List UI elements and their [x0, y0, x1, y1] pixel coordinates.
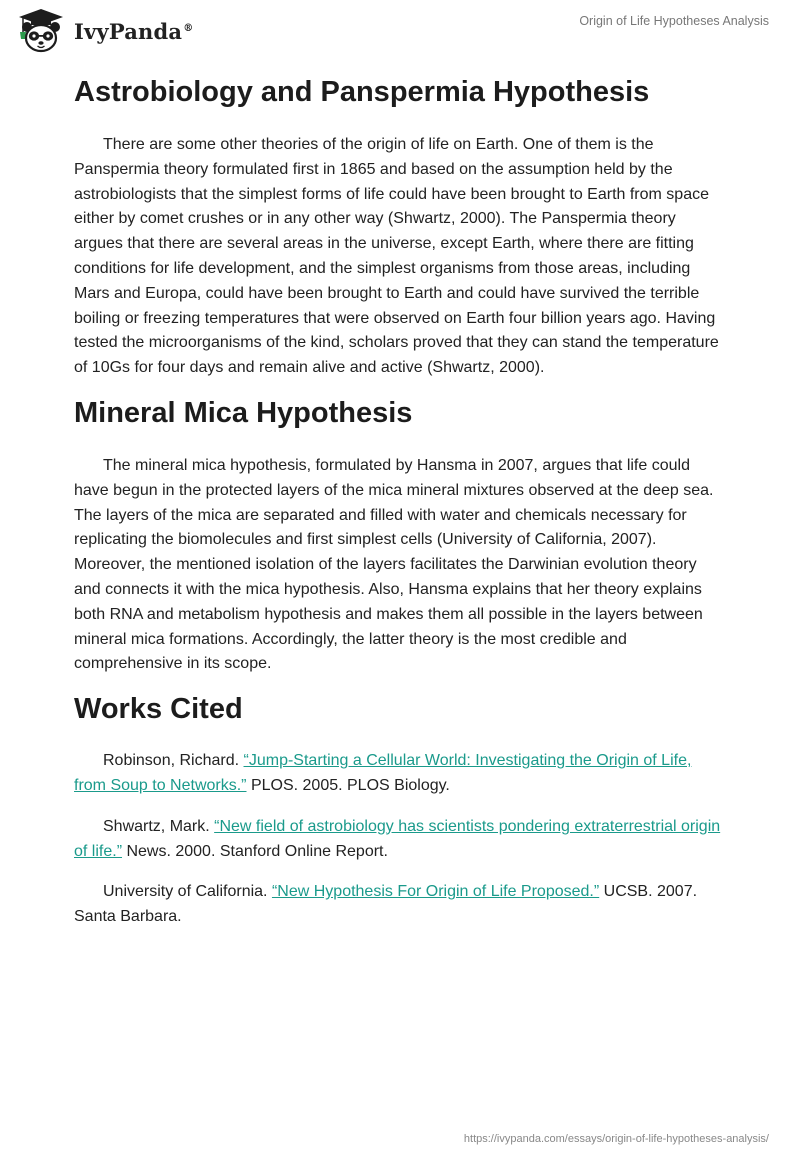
reference-details: PLOS. 2005. PLOS Biology. [246, 776, 450, 794]
section-heading-panspermia: Astrobiology and Panspermia Hypothesis [74, 76, 650, 108]
reference-details: UCSB. 2007. Santa Barbara. [74, 883, 698, 926]
works-cited-heading: Works Cited [74, 693, 243, 726]
section-heading-mica: Mineral Mica Hypothesis [74, 396, 413, 429]
reference-link[interactable]: “New Hypothesis For Origin of Life Proposed.” [271, 883, 600, 901]
reference-details: News. 2000. Stanford Online Report. [122, 842, 388, 860]
reference-author: University of California. [103, 883, 272, 901]
reference-item [74, 749, 726, 799]
reference-item [74, 815, 726, 865]
brand-name: IvyPanda® [74, 18, 194, 44]
reference-author: Shwartz, Mark. [103, 817, 215, 835]
reference-author: Robinson, Richard. [103, 752, 244, 770]
works-cited-list [74, 749, 726, 930]
page-header [0, 0, 800, 60]
brand-logo[interactable] [14, 8, 214, 54]
panda-graduate-icon [14, 8, 68, 54]
section-paragraph-mica: The mineral mica hypothesis, formulated by Hansma in 2007, argues that life could have begun in the protected layers of the mica mineral mixtures observed at the deep sea. The layers of the mica are separated and filled with water and chemicals necessary for replicating the biomolecules and first simplest cells (University of California, 2007). Moreover, the mentioned isolation of the layers facilitates the Darwinian evolution theory and connects it with the mica hypothesis. Also, Hansma explains that her theory explains both RNA and metabolism hypothesis and makes them all possible in the layers between mineral mica formations. Accordingly, the latter theory is the most credible and comprehensive in its scope. [74, 456, 714, 673]
reference-link[interactable]: “Jump-Starting a Cellular World: Investigating the Origin of Life, from Soup to Networks.” [74, 752, 692, 794]
essay-content [74, 70, 726, 946]
reference-item [74, 880, 726, 930]
registered-mark: ® [183, 22, 194, 34]
page-url: https://ivypanda.com/essays/origin-of-life-hypotheses-analysis/ [463, 1133, 769, 1145]
section-paragraph-panspermia: There are some other theories of the origin of life on Earth. One of them is the Panspermia theory formulated first in 1865 and based on the assumption held by the astrobiologists that the simplest forms of life could have been brought to Earth from space either by comet crushes or in any other way (Shwartz, 2000). The Panspermia theory argues that there are several areas in the universe, except Earth, where there are fitting conditions for life development, and the simplest organisms from those areas, including Mars and Europa, could have been brought to Earth and could have survived the terrible boiling or freezing temperatures that were observed on Earth four billion years ago. Having tested the microorganisms of the kind, scholars proved that they can stand the temperature of 10Gs for four days and remain alive and active (Shwartz, 2000). [74, 136, 719, 377]
document-title: Origin of Life Hypotheses Analysis [579, 14, 769, 28]
reference-link[interactable]: “New field of astrobiology has scientists pondering extraterrestrial origin of life.” [74, 817, 721, 860]
